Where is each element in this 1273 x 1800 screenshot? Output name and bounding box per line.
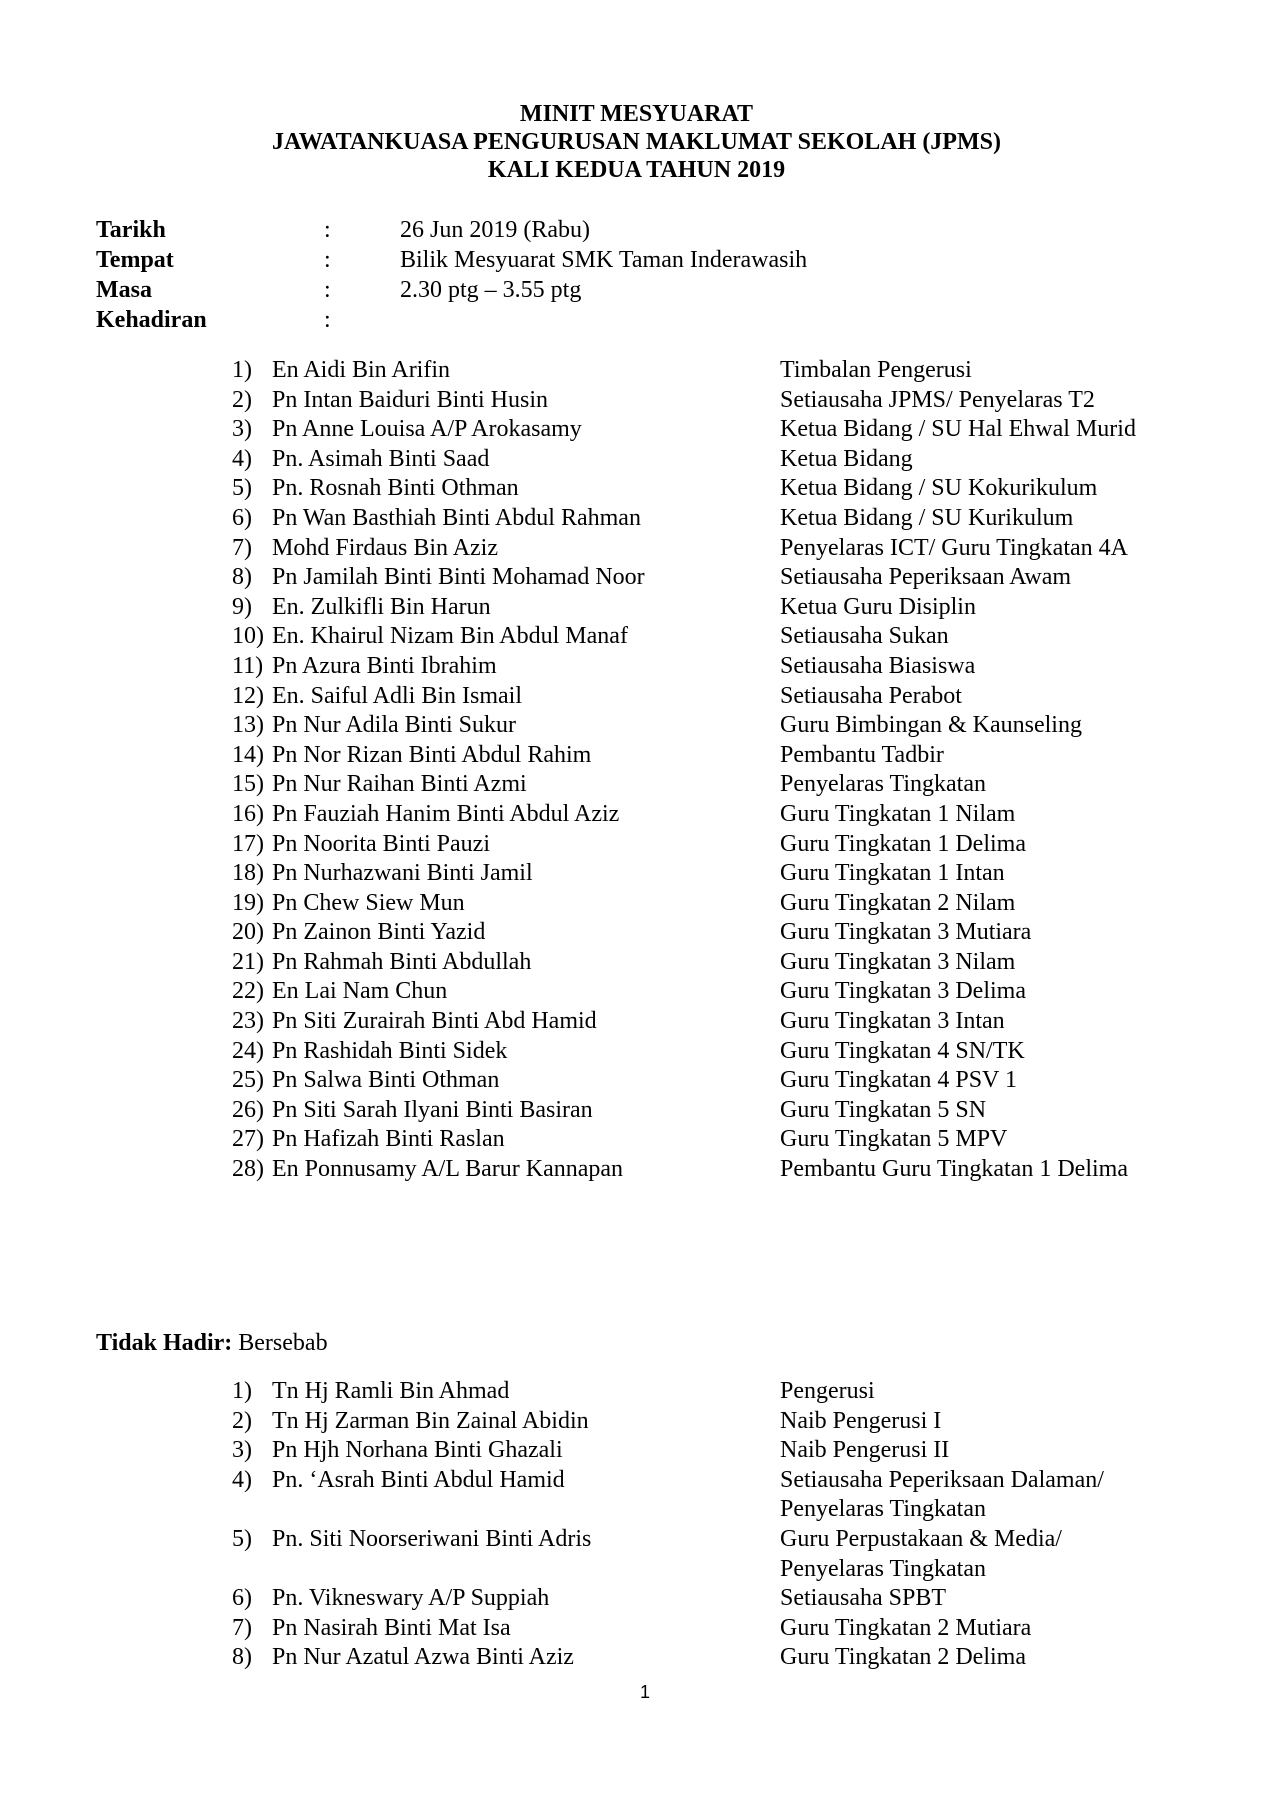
person-role: Penyelaras ICT/ Guru Tingkatan 4A [780,534,1128,561]
list-item [232,474,1182,504]
item-number: 2) [232,1407,252,1434]
meta-colon: : [324,277,331,303]
list-item [232,415,1182,445]
item-number: 23) [232,1008,264,1035]
person-name: Pn Nurhazwani Binti Jamil [272,860,533,887]
person-role: Guru Tingkatan 2 Nilam [780,889,1016,916]
list-item [232,889,1182,919]
person-role: Ketua Bidang / SU Hal Ehwal Murid [780,416,1136,443]
item-number: 17) [232,830,264,857]
person-name: En. Saiful Adli Bin Ismail [272,682,522,709]
list-item [232,1525,1182,1555]
person-role: Guru Tingkatan 4 SN/TK [780,1037,1025,1064]
item-number: 13) [232,712,264,739]
person-name: Pn. Vikneswary A/P Suppiah [272,1585,550,1612]
list-item [232,1066,1182,1096]
person-role: Guru Tingkatan 4 PSV 1 [780,1067,1017,1094]
person-name: Pn Chew Siew Mun [272,889,465,916]
person-role: Guru Tingkatan 3 Nilam [780,948,1016,975]
person-role: Ketua Bidang / SU Kokurikulum [780,475,1098,502]
person-role: Setiausaha Perabot [780,682,962,709]
item-number: 7) [232,534,252,561]
absent-label: Tidak Hadir: [96,1330,233,1356]
list-item [232,1407,1182,1437]
person-role: Guru Tingkatan 1 Intan [780,860,1005,887]
title-line-1: MINIT MESYUARAT [519,101,754,127]
person-name: Pn Azura Binti Ibrahim [272,652,497,679]
person-role: Guru Tingkatan 3 Delima [780,978,1026,1005]
person-name: En Aidi Bin Arifin [272,357,451,383]
person-role: Guru Tingkatan 1 Nilam [780,800,1016,827]
person-name: En Lai Nam Chun [272,978,448,1005]
meta-row-date [96,215,996,245]
person-name: Pn Siti Sarah Ilyani Binti Basiran [272,1096,593,1123]
person-role: Guru Bimbingan & Kaunseling [780,712,1082,739]
person-role: Pembantu Guru Tingkatan 1 Delima [780,1156,1128,1183]
person-name: Pn Anne Louisa A/P Arokasamy [272,416,582,443]
meta-row-venue [96,245,996,275]
person-name: Pn Hafizah Binti Raslan [272,1126,505,1153]
person-name: En Ponnusamy A/L Barur Kannapan [272,1156,624,1183]
person-name: Pn Nur Raihan Binti Azmi [272,771,527,798]
list-item [232,1096,1182,1126]
absent-list [232,1377,1182,1673]
person-role: Guru Tingkatan 2 Mutiara [780,1614,1032,1641]
meta-label: Kehadiran [96,307,207,333]
item-number: 7) [232,1614,252,1641]
item-number: 8) [232,564,252,591]
item-number: 12) [232,682,264,709]
list-item [232,593,1182,623]
item-number: 9) [232,593,252,620]
person-name: Pn Nor Rizan Binti Abdul Rahim [272,741,592,768]
meta-label: Masa [96,277,152,303]
person-role: Setiausaha JPMS/ Penyelaras T2 [780,386,1095,413]
list-item [232,504,1182,534]
meta-colon: : [324,247,331,273]
person-role: Setiausaha Peperiksaan Awam [780,564,1072,591]
list-item [232,1436,1182,1466]
list-item [232,711,1182,741]
person-role: Guru Tingkatan 2 Delima [780,1644,1026,1671]
item-number: 6) [232,1585,252,1612]
person-role: Guru Perpustakaan & Media/ [780,1525,1062,1552]
list-item [232,1007,1182,1037]
item-number: 28) [232,1156,264,1183]
item-number: 15) [232,771,264,798]
meta-colon: : [324,217,331,243]
list-item [232,977,1182,1007]
item-number: 27) [232,1126,264,1153]
person-name: Pn Jamilah Binti Binti Mohamad Noor [272,564,645,591]
attendees-list [232,356,1182,1185]
person-role: Setiausaha Biasiswa [780,652,976,679]
item-number: 22) [232,978,264,1005]
item-number: 21) [232,948,264,975]
person-name: Pn Zainon Binti Yazid [272,919,486,946]
person-name: Pn Hjh Norhana Binti Ghazali [272,1437,563,1464]
meta-label: Tempat [96,247,174,273]
item-number: 11) [232,652,264,679]
person-name: Pn. ‘Asrah Binti Abdul Hamid [272,1466,565,1493]
person-role: Guru Tingkatan 5 MPV [780,1126,1008,1153]
item-number: 1) [232,1378,252,1404]
item-number: 25) [232,1067,264,1094]
person-role: Ketua Guru Disiplin [780,593,976,620]
person-name: Pn. Asimah Binti Saad [272,445,490,472]
meeting-details [96,215,996,335]
person-name: Pn Nasirah Binti Mat Isa [272,1614,511,1641]
person-role: Naib Pengerusi I [780,1407,942,1434]
item-number: 24) [232,1037,264,1064]
list-item [232,918,1182,948]
meta-value: Bilik Mesyuarat SMK Taman Inderawasih [400,247,808,273]
meta-value: 2.30 ptg – 3.55 ptg [400,277,582,303]
list-item [232,1125,1182,1155]
item-number: 6) [232,504,252,531]
person-role: Setiausaha SPBT [780,1585,946,1612]
person-name: Pn. Rosnah Binti Othman [272,475,519,502]
list-item [232,563,1182,593]
meta-row-attendance [96,305,996,335]
list-item [232,1584,1182,1614]
person-role: Ketua Bidang / SU Kurikulum [780,504,1074,531]
list-item [232,682,1182,712]
person-name: Pn Rashidah Binti Sidek [272,1037,508,1064]
person-name: Pn Intan Baiduri Binti Husin [272,386,548,413]
list-item [232,534,1182,564]
person-role: Penyelaras Tingkatan [780,1496,986,1523]
person-role: Guru Tingkatan 1 Delima [780,830,1026,857]
person-role: Ketua Bidang [780,445,913,472]
person-role: Setiausaha Peperiksaan Dalaman/ [780,1466,1104,1493]
list-item [232,859,1182,889]
meta-colon: : [324,307,331,333]
item-number: 5) [232,475,252,502]
item-number: 16) [232,800,264,827]
document-title [0,100,1273,184]
list-item [232,386,1182,416]
person-name: Pn Siti Zurairah Binti Abd Hamid [272,1008,597,1035]
item-number: 18) [232,860,264,887]
person-role: Penyelaras Tingkatan [780,771,986,798]
person-name: Mohd Firdaus Bin Aziz [272,534,498,561]
person-role: Pengerusi [780,1378,875,1404]
list-item [232,356,1182,386]
list-item [232,770,1182,800]
item-number: 8) [232,1644,252,1671]
item-number: 20) [232,919,264,946]
person-role: Guru Tingkatan 5 SN [780,1096,987,1123]
item-number: 14) [232,741,264,768]
person-role: Guru Tingkatan 3 Intan [780,1008,1005,1035]
list-item [232,1466,1182,1496]
list-item [232,830,1182,860]
item-number: 3) [232,1437,252,1464]
person-name: Pn Noorita Binti Pauzi [272,830,490,857]
absent-reason: Bersebab [232,1330,328,1356]
title-line-3: KALI KEDUA TAHUN 2019 [487,157,786,183]
person-name: Pn Nur Azatul Azwa Binti Aziz [272,1644,574,1671]
person-role: Penyelaras Tingkatan [780,1555,986,1582]
title-line-2: JAWATANKUASA PENGURUSAN MAKLUMAT SEKOLAH (JPMS) [272,129,1001,155]
person-role: Timbalan Pengerusi [780,357,972,383]
item-number: 3) [232,416,252,443]
list-item [232,1614,1182,1644]
list-item [232,800,1182,830]
person-name: Pn Wan Basthiah Binti Abdul Rahman [272,504,641,531]
page-number: 1 [639,1682,650,1702]
list-item [232,652,1182,682]
item-number: 10) [232,623,264,650]
item-number: 5) [232,1525,252,1552]
meta-value: 26 Jun 2019 (Rabu) [400,217,590,243]
list-item [232,622,1182,652]
person-name: Pn. Siti Noorseriwani Binti Adris [272,1525,592,1552]
list-item [232,1555,1182,1585]
person-name: Pn Nur Adila Binti Sukur [272,712,517,739]
list-item [232,445,1182,475]
list-item [232,1037,1182,1067]
person-name: Pn Rahmah Binti Abdullah [272,948,532,975]
person-name: Pn Fauziah Hanim Binti Abdul Aziz [272,800,620,827]
item-number: 26) [232,1096,264,1123]
person-role: Guru Tingkatan 3 Mutiara [780,919,1032,946]
list-item [232,1155,1182,1185]
person-name: Pn Salwa Binti Othman [272,1067,500,1094]
list-item [232,1643,1182,1673]
list-item [232,948,1182,978]
list-item [232,741,1182,771]
person-role: Pembantu Tadbir [780,741,944,768]
list-item [232,1495,1182,1525]
meta-row-time [96,275,996,305]
list-item [232,1377,1182,1407]
item-number: 19) [232,889,264,916]
person-name: En. Khairul Nizam Bin Abdul Manaf [272,623,628,650]
person-role: Setiausaha Sukan [780,623,949,650]
item-number: 2) [232,386,252,413]
person-name: Tn Hj Zarman Bin Zainal Abidin [272,1407,589,1434]
person-name: Tn Hj Ramli Bin Ahmad [272,1378,510,1404]
item-number: 4) [232,1466,252,1493]
meta-label: Tarikh [96,217,166,243]
item-number: 1) [232,357,252,383]
person-name: En. Zulkifli Bin Harun [272,593,491,620]
person-role: Naib Pengerusi II [780,1437,950,1464]
item-number: 4) [232,445,252,472]
absent-heading [96,1328,328,1358]
